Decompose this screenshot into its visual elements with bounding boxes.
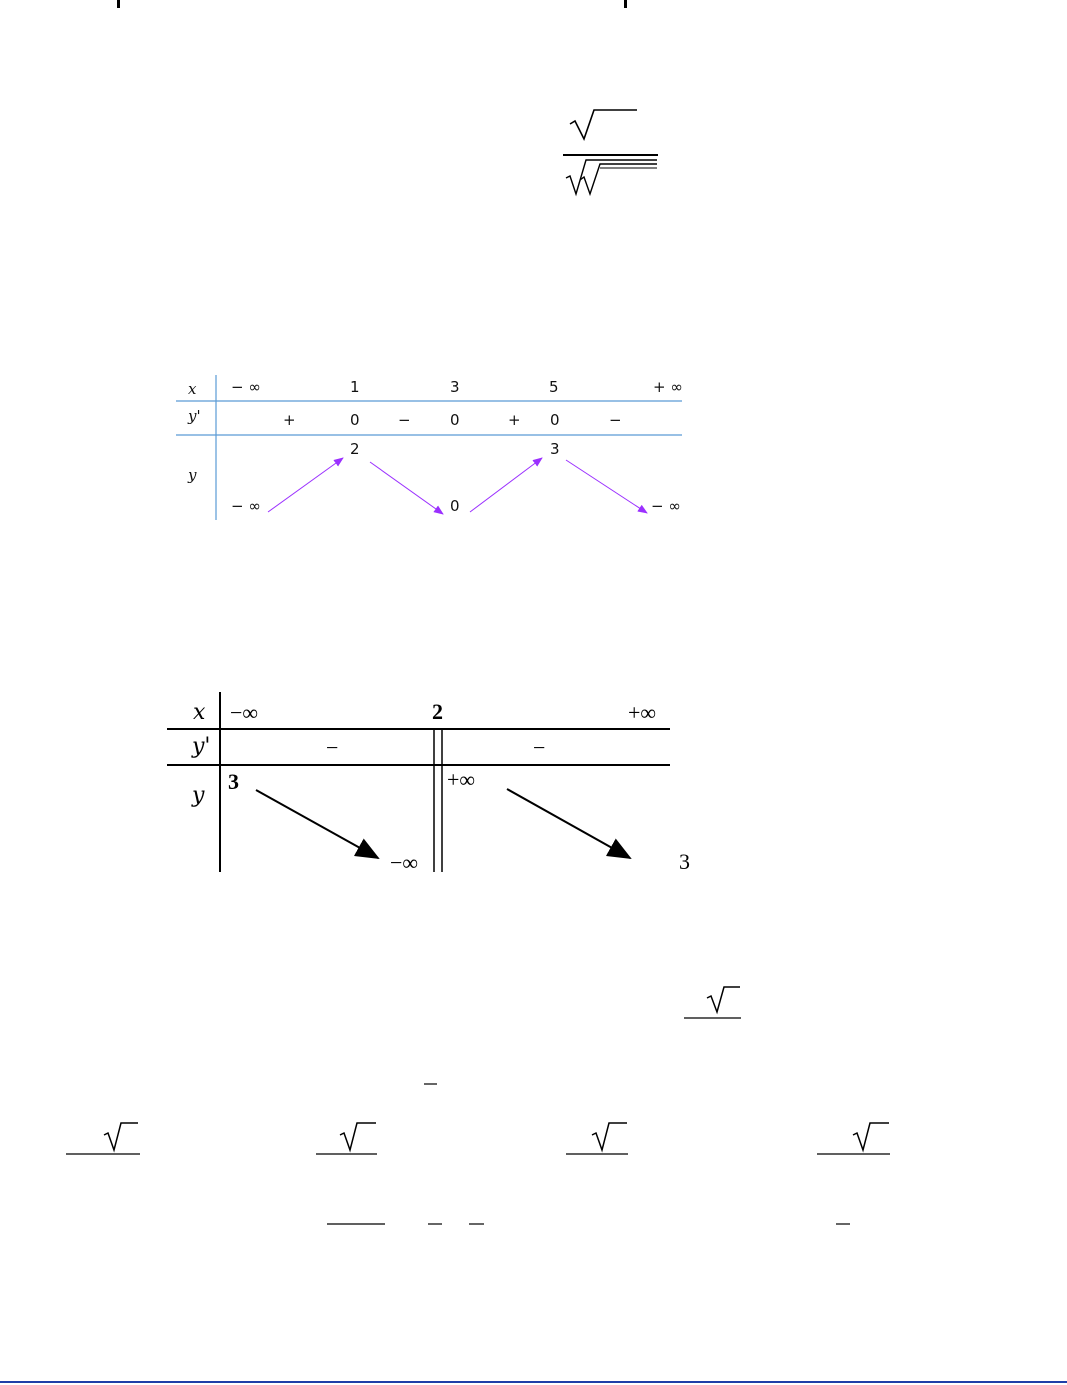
table1-sign: 0 bbox=[450, 411, 460, 429]
table1-sign: + bbox=[508, 411, 521, 429]
table1-x-value: 1 bbox=[350, 378, 360, 396]
table1-header-y: y bbox=[188, 466, 197, 484]
table1-header-yprime: y' bbox=[188, 407, 201, 425]
table1-y-value: − ∞ bbox=[651, 497, 681, 515]
table2-sign: − bbox=[326, 735, 339, 760]
table1-sign: 0 bbox=[550, 411, 560, 429]
table2-y-value: 3 bbox=[228, 769, 239, 794]
table1-x-value: + ∞ bbox=[653, 378, 683, 396]
table1-y-value: 0 bbox=[450, 497, 460, 515]
table1-y-value: 3 bbox=[550, 440, 560, 458]
table1-header-x: x bbox=[188, 380, 197, 398]
table2-y-value: +∞ bbox=[447, 767, 476, 792]
table1-x-value: 3 bbox=[450, 378, 460, 396]
table2-header-y: y bbox=[192, 783, 205, 808]
table2-x-value: 2 bbox=[432, 699, 443, 724]
table1-x-value: − ∞ bbox=[231, 378, 261, 396]
table2-x-value: +∞ bbox=[628, 700, 657, 725]
table1-sign: + bbox=[283, 411, 296, 429]
table1-y-value: 2 bbox=[350, 440, 360, 458]
table2-header-yprime: y' bbox=[192, 734, 211, 759]
table2-x-value: −∞ bbox=[230, 700, 259, 725]
table1-y-value: − ∞ bbox=[231, 497, 261, 515]
table1-sign: 0 bbox=[350, 411, 360, 429]
table1-sign: − bbox=[398, 411, 411, 429]
table1-x-value: 5 bbox=[549, 378, 559, 396]
table2-header-x: x bbox=[193, 700, 206, 725]
table1-sign: − bbox=[609, 411, 622, 429]
footer-rule bbox=[0, 1381, 1067, 1383]
table2-sign: − bbox=[533, 735, 546, 760]
table2-y-value: 3 bbox=[679, 849, 690, 874]
table2-y-value: −∞ bbox=[390, 850, 419, 875]
